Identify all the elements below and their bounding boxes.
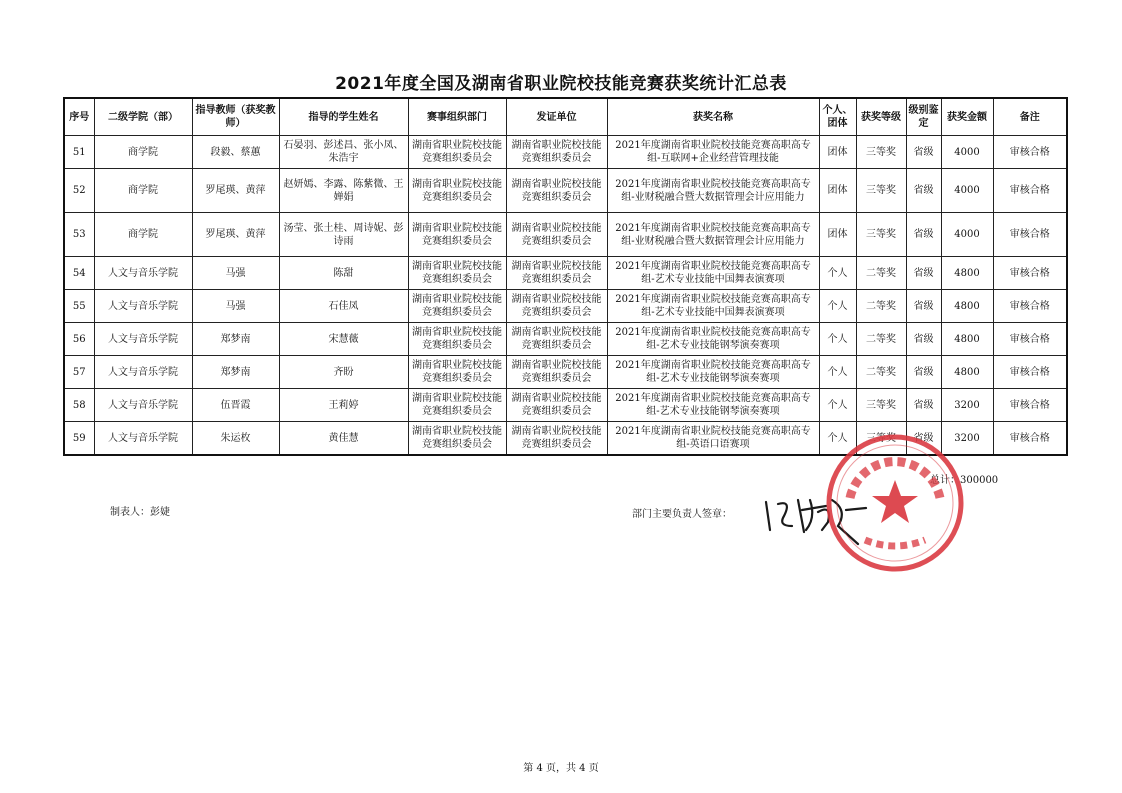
cell-organizer: 湖南省职业院校技能竞赛组织委员会 [408,290,506,323]
cell-remarks: 审核合格 [993,213,1067,257]
cell-issuer: 湖南省职业院校技能竞赛组织委员会 [506,169,607,213]
table-row [64,136,1067,169]
header-award-level: 获奖等级 [856,98,906,136]
cell-college: 人文与音乐学院 [94,389,192,422]
cell-grade: 省级 [906,356,941,389]
cell-remarks: 审核合格 [993,136,1067,169]
cell-grade: 省级 [906,290,941,323]
cell-issuer: 湖南省职业院校技能竞赛组织委员会 [506,213,607,257]
cell-students: 宋慧薇 [279,323,408,356]
cell-award-level: 二等奖 [856,290,906,323]
cell-college: 商学院 [94,136,192,169]
awards-table [63,97,1068,456]
cell-award-level: 三等奖 [856,213,906,257]
cell-remarks: 审核合格 [993,356,1067,389]
cell-grade: 省级 [906,169,941,213]
cell-organizer: 湖南省职业院校技能竞赛组织委员会 [408,323,506,356]
table-row [64,213,1067,257]
cell-index: 51 [64,136,94,169]
cell-organizer: 湖南省职业院校技能竞赛组织委员会 [408,389,506,422]
cell-students: 齐盼 [279,356,408,389]
cell-students: 汤莹、张土桂、周诗妮、彭诗雨 [279,213,408,257]
cell-type: 个人 [819,257,856,290]
cell-grade: 省级 [906,422,941,456]
cell-amount: 4000 [941,169,993,213]
header-index: 序号 [64,98,94,136]
cell-remarks: 审核合格 [993,422,1067,456]
cell-organizer: 湖南省职业院校技能竞赛组织委员会 [408,169,506,213]
header-type: 个人、团体 [819,98,856,136]
cell-amount: 4800 [941,290,993,323]
table-row [64,257,1067,290]
cell-index: 57 [64,356,94,389]
signature-label: 部门主要负责人签章： [632,509,732,520]
cell-students: 王莉婷 [279,389,408,422]
cell-type: 团体 [819,169,856,213]
preparer-label: 制表人：彭婕 [110,507,170,518]
cell-award-name: 2021年度湖南省职业院校技能竞赛高职高专组-业财税融合暨大数据管理会计应用能力 [607,213,819,257]
cell-teacher: 郑梦南 [192,356,279,389]
cell-college: 商学院 [94,213,192,257]
cell-index: 53 [64,213,94,257]
cell-students: 陈甜 [279,257,408,290]
cell-award-name: 2021年度湖南省职业院校技能竞赛高职高专组-业财税融合暨大数据管理会计应用能力 [607,169,819,213]
cell-college: 人文与音乐学院 [94,422,192,456]
cell-students: 石佳凤 [279,290,408,323]
cell-award-level: 三等奖 [856,136,906,169]
cell-index: 52 [64,169,94,213]
cell-award-name: 2021年度湖南省职业院校技能竞赛高职高专组-艺术专业技能钢琴演奏赛项 [607,389,819,422]
cell-college: 人文与音乐学院 [94,323,192,356]
cell-organizer: 湖南省职业院校技能竞赛组织委员会 [408,257,506,290]
cell-remarks: 审核合格 [993,389,1067,422]
cell-type: 个人 [819,389,856,422]
cell-issuer: 湖南省职业院校技能竞赛组织委员会 [506,356,607,389]
cell-college: 人文与音乐学院 [94,257,192,290]
cell-college: 商学院 [94,169,192,213]
cell-index: 59 [64,422,94,456]
cell-grade: 省级 [906,257,941,290]
cell-issuer: 湖南省职业院校技能竞赛组织委员会 [506,257,607,290]
cell-teacher: 段毅、蔡蕙 [192,136,279,169]
cell-award-level: 三等奖 [856,422,906,456]
document-title: 2021年度全国及湖南省职业院校技能竞赛获奖统计汇总表 [335,74,787,94]
header-remarks: 备注 [993,98,1067,136]
cell-index: 54 [64,257,94,290]
cell-issuer: 湖南省职业院校技能竞赛组织委员会 [506,136,607,169]
header-teacher: 指导教师（获奖教师） [192,98,279,136]
table-row [64,290,1067,323]
cell-amount: 3200 [941,422,993,456]
header-college: 二级学院（部） [94,98,192,136]
header-grade: 级别鉴定 [906,98,941,136]
cell-award-level: 三等奖 [856,389,906,422]
cell-issuer: 湖南省职业院校技能竞赛组织委员会 [506,323,607,356]
cell-grade: 省级 [906,213,941,257]
cell-index: 56 [64,323,94,356]
cell-organizer: 湖南省职业院校技能竞赛组织委员会 [408,136,506,169]
page-footer: 第 4 页，共 4 页 [523,763,599,774]
cell-remarks: 审核合格 [993,290,1067,323]
cell-amount: 4000 [941,136,993,169]
cell-students: 石晏羽、彭述昌、张小凤、朱浩宇 [279,136,408,169]
cell-grade: 省级 [906,389,941,422]
cell-award-level: 二等奖 [856,257,906,290]
cell-type: 团体 [819,136,856,169]
cell-teacher: 马强 [192,290,279,323]
cell-award-level: 二等奖 [856,356,906,389]
header-amount: 获奖金额 [941,98,993,136]
cell-index: 55 [64,290,94,323]
cell-students: 黄佳慧 [279,422,408,456]
cell-award-name: 2021年度湖南省职业院校技能竞赛高职高专组-艺术专业技能钢琴演奏赛项 [607,356,819,389]
cell-amount: 4800 [941,257,993,290]
total-amount: 总计：300000 [930,475,999,486]
cell-remarks: 审核合格 [993,257,1067,290]
table-row [64,356,1067,389]
cell-teacher: 伍晋霞 [192,389,279,422]
table-header-row [64,98,1067,136]
cell-type: 个人 [819,356,856,389]
header-issuer: 发证单位 [506,98,607,136]
cell-type: 团体 [819,213,856,257]
table-row [64,169,1067,213]
cell-teacher: 罗尾瑛、黄萍 [192,213,279,257]
cell-organizer: 湖南省职业院校技能竞赛组织委员会 [408,422,506,456]
cell-issuer: 湖南省职业院校技能竞赛组织委员会 [506,389,607,422]
cell-amount: 4800 [941,323,993,356]
header-students: 指导的学生姓名 [279,98,408,136]
cell-award-level: 二等奖 [856,323,906,356]
cell-award-name: 2021年度湖南省职业院校技能竞赛高职高专组-英语口语赛项 [607,422,819,456]
cell-type: 个人 [819,323,856,356]
cell-remarks: 审核合格 [993,169,1067,213]
cell-award-name: 2021年度湖南省职业院校技能竞赛高职高专组-互联网+企业经营管理技能 [607,136,819,169]
cell-students: 赵妍嫣、李露、陈紫微、王婵娟 [279,169,408,213]
cell-teacher: 马强 [192,257,279,290]
cell-type: 个人 [819,422,856,456]
cell-amount: 3200 [941,389,993,422]
cell-organizer: 湖南省职业院校技能竞赛组织委员会 [408,356,506,389]
header-award-name: 获奖名称 [607,98,819,136]
cell-teacher: 郑梦南 [192,323,279,356]
cell-remarks: 审核合格 [993,323,1067,356]
cell-award-name: 2021年度湖南省职业院校技能竞赛高职高专组-艺术专业技能中国舞表演赛项 [607,290,819,323]
cell-amount: 4000 [941,213,993,257]
cell-award-name: 2021年度湖南省职业院校技能竞赛高职高专组-艺术专业技能钢琴演奏赛项 [607,323,819,356]
cell-grade: 省级 [906,136,941,169]
cell-award-level: 三等奖 [856,169,906,213]
cell-teacher: 朱运枚 [192,422,279,456]
cell-issuer: 湖南省职业院校技能竞赛组织委员会 [506,422,607,456]
cell-college: 人文与音乐学院 [94,356,192,389]
cell-teacher: 罗尾瑛、黄萍 [192,169,279,213]
official-seal [820,428,970,578]
cell-issuer: 湖南省职业院校技能竞赛组织委员会 [506,290,607,323]
cell-index: 58 [64,389,94,422]
cell-college: 人文与音乐学院 [94,290,192,323]
table-row [64,389,1067,422]
cell-amount: 4800 [941,356,993,389]
cell-award-name: 2021年度湖南省职业院校技能竞赛高职高专组-艺术专业技能中国舞表演赛项 [607,257,819,290]
cell-organizer: 湖南省职业院校技能竞赛组织委员会 [408,213,506,257]
table-row [64,323,1067,356]
cell-grade: 省级 [906,323,941,356]
cell-type: 个人 [819,290,856,323]
header-organizer: 赛事组织部门 [408,98,506,136]
